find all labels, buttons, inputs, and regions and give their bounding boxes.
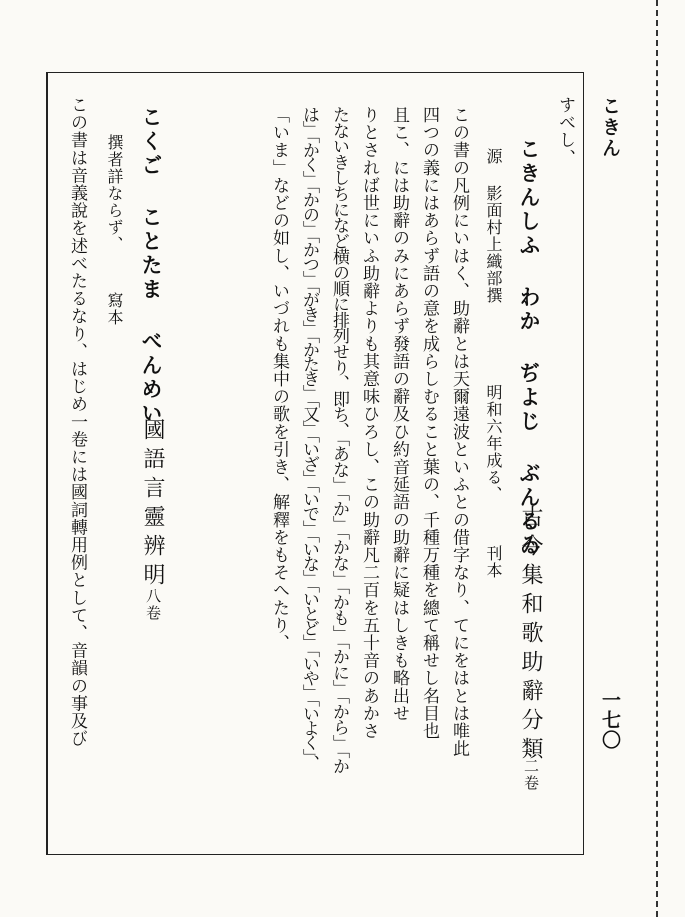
entry-reading-heading: こきんしふ わか ぢよじ ぶんるゐ — [517, 138, 542, 558]
entry-edition: 寫本 — [105, 292, 124, 326]
body-line: りとされば世にいふ助辭よりも其意味ひろし、この助辭凡二百を五十音のあかさ — [359, 106, 379, 740]
entry-title: 古今集和歌助辭分類 — [518, 505, 543, 766]
entry-date: 明和六年成る、 — [484, 384, 503, 503]
entry-author: 撰者詳ならず、 — [105, 134, 124, 253]
body-line: たないきしちになど横の順に排列せり、即ち、「あな」「か」「かな」「かも」「かに」「から」「か — [329, 106, 349, 774]
body-line: この書の凡例にいはく、助辭とは天爾遠波といふとの借字なり、てにをはとは唯此 — [449, 106, 469, 758]
entry-volume-count: 二卷 — [522, 758, 540, 792]
body-line: この書は音義說を述べたるなり、はじめ一卷には國詞轉用例として、音韻の事及び — [67, 96, 87, 748]
entry-title: 國語言靈辨明 — [140, 418, 165, 592]
previous-entry-tail: すべし、 — [555, 96, 575, 167]
body-line: 四つの義にはあらず語の意を成らしむること葉の、千種万種を總て稱せし名目也 — [419, 106, 439, 740]
entry-reading-heading: こくご ことたま べんめい — [139, 106, 164, 426]
page-edge-rule — [656, 0, 658, 917]
page-number: 一七〇 — [599, 690, 621, 750]
body-line: 「いま」などの如し、いづれも集中の歌を引き、解釋をもそへたり、 — [269, 106, 289, 652]
running-head: こきん — [599, 96, 621, 159]
entry-edition: 刊本 — [484, 545, 503, 579]
entry-volume-count: 八卷 — [144, 588, 162, 622]
body-line: は」「かく」「かの」「かつ」「がき」「かたき」「又」「いざ」「いで」「いな」「いとど」「いや」「いよく」、 — [299, 106, 319, 770]
body-line: 且こ、には助辭のみにあらず發語の辭及ひ約音延語の助辭に疑はしきも略出せ — [389, 106, 409, 722]
entry-author: 源 影面村上織部撰 — [484, 148, 503, 304]
